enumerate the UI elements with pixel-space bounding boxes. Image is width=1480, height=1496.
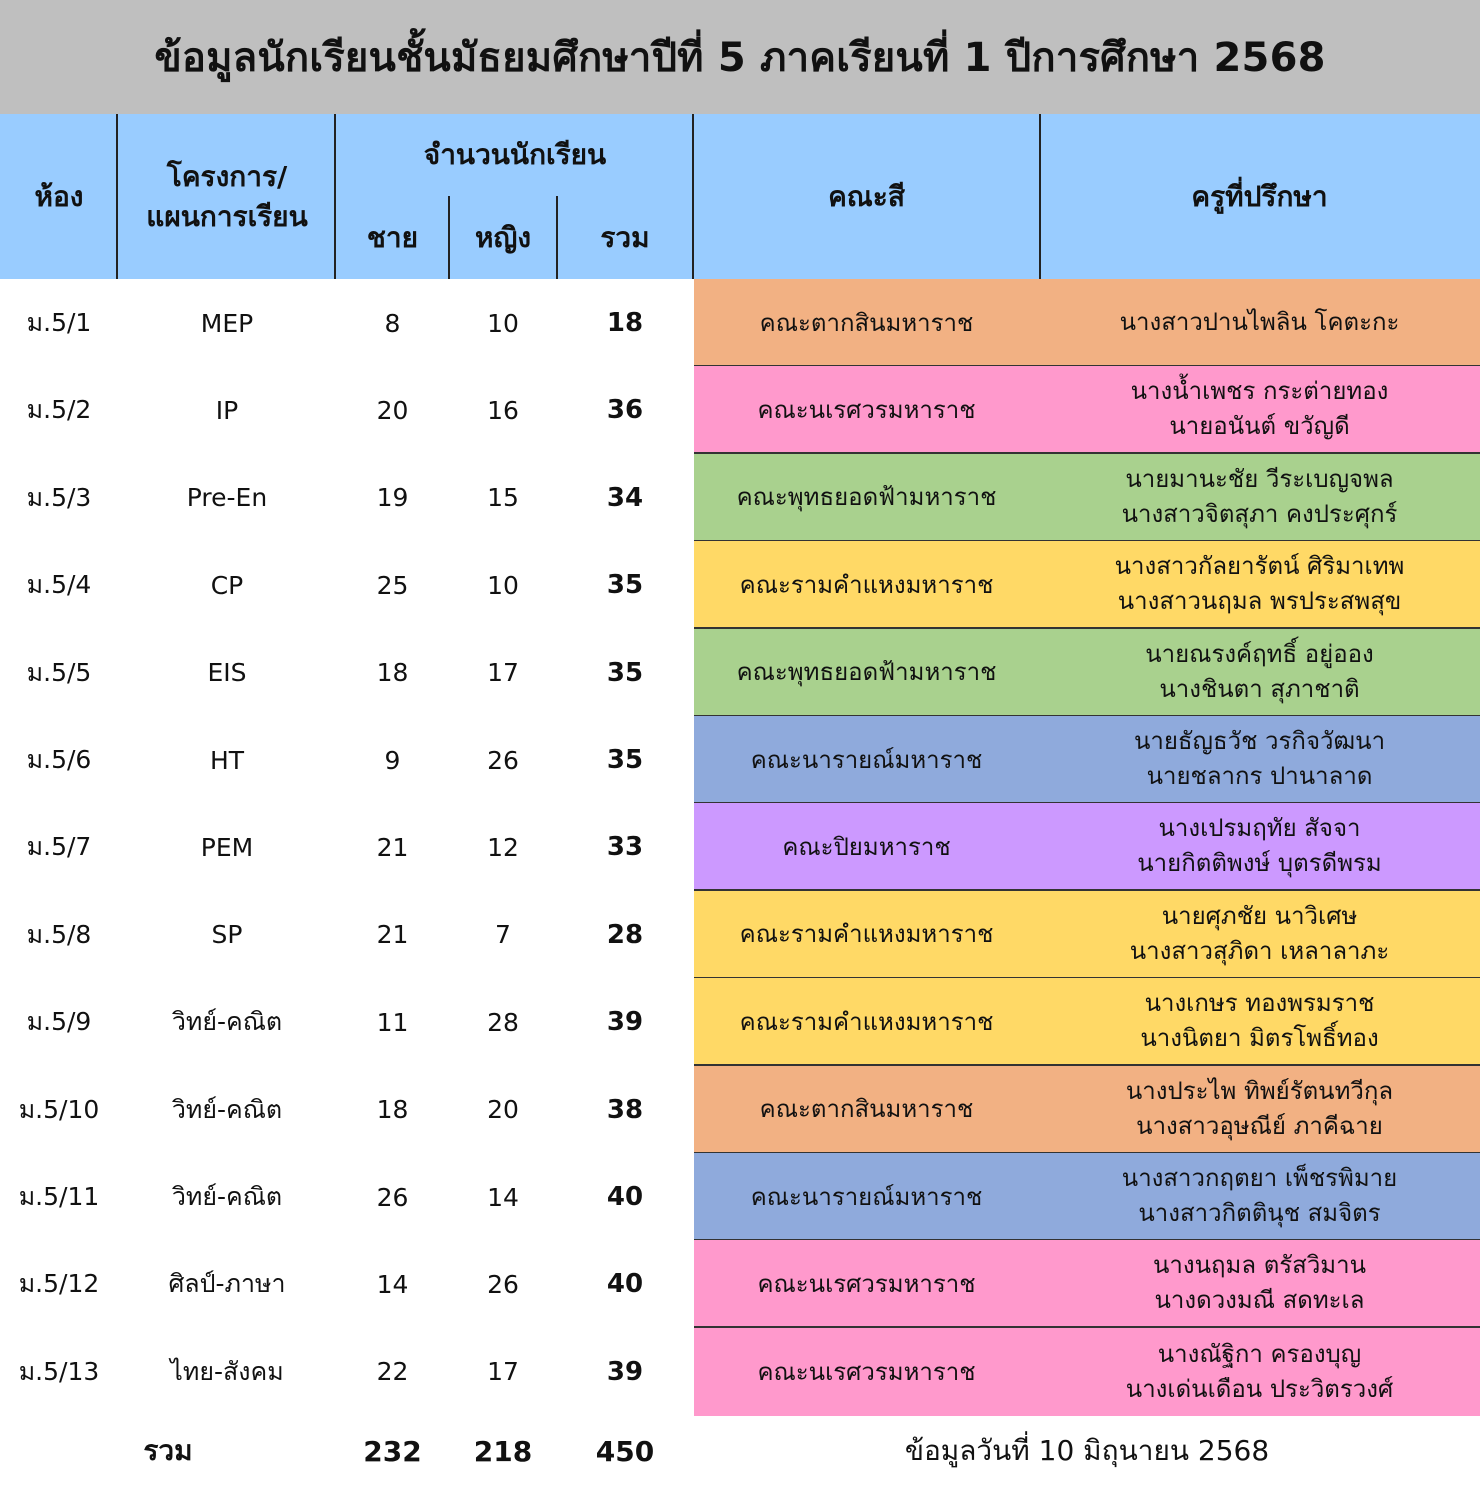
room-cell: ม.5/7 bbox=[26, 832, 92, 862]
house-cell: คณะรามคำแหงมหาราช bbox=[694, 541, 1039, 629]
table-row bbox=[0, 366, 1480, 454]
boys-cell: 21 bbox=[376, 920, 409, 950]
advisor-cell bbox=[1039, 1240, 1480, 1328]
total-cell: 39 bbox=[606, 1356, 644, 1387]
advisor-name: นางดวงมณี สดทะเล bbox=[1154, 1286, 1365, 1315]
advisor-name: นางสาวจิตสุภา คงประศุกร์ bbox=[1121, 499, 1398, 528]
girls-cell: 17 bbox=[487, 658, 519, 688]
header-program-line2: แผนการเรียน bbox=[146, 199, 308, 233]
house-cell: คณะปิยมหาราช bbox=[694, 803, 1039, 891]
advisor-cell bbox=[1039, 978, 1480, 1066]
header-divider bbox=[334, 114, 336, 279]
boys-cell: 14 bbox=[376, 1269, 409, 1299]
advisor-name: นางเปรมฤทัย สัจจา bbox=[1158, 814, 1361, 843]
room-cell: ม.5/9 bbox=[26, 1007, 92, 1037]
advisor-name: นางสาวอุษณีย์ ภาคีฉาย bbox=[1136, 1111, 1383, 1140]
advisor-name: นางสาวกัลยารัตน์ ศิริมาเทพ bbox=[1114, 552, 1405, 581]
girls-cell: 12 bbox=[487, 832, 519, 862]
program-cell: PEM bbox=[200, 832, 254, 862]
advisor-name: นางประไพ ทิพย์รัตนทวีกุล bbox=[1125, 1076, 1394, 1105]
advisor-name: นางนิตยา มิตรโพธิ์ทอง bbox=[1140, 1024, 1379, 1053]
advisor-name: นางสาวกฤตยา เพ็ชรพิมาย bbox=[1121, 1164, 1398, 1192]
boys-cell: 18 bbox=[376, 658, 409, 688]
header-total: รวม bbox=[600, 220, 650, 254]
room-cell: ม.5/13 bbox=[18, 1356, 100, 1386]
table-row bbox=[0, 1328, 1480, 1416]
house-cell: คณะนารายณ์มหาราช bbox=[694, 1153, 1039, 1241]
program-cell: CP bbox=[210, 570, 244, 600]
total-cell: 34 bbox=[606, 482, 644, 513]
house-cell: คณะนเรศวรมหาราช bbox=[694, 1240, 1039, 1328]
advisor-cell bbox=[1039, 716, 1480, 804]
boys-cell: 22 bbox=[376, 1357, 409, 1387]
total-cell: 36 bbox=[606, 395, 644, 426]
total-cell: 35 bbox=[606, 657, 644, 688]
advisor-name: นางสาวนฤมล พรประสพสุข bbox=[1117, 587, 1402, 616]
advisor-name: นายศุภชัย นาวิเศษ bbox=[1161, 901, 1358, 930]
house-cell: คณะตากสินมหาราช bbox=[694, 279, 1039, 367]
advisor-name: นายธัญธวัช วรกิจวัฒนา bbox=[1133, 727, 1386, 755]
program-cell: วิทย์-คณิต bbox=[171, 1094, 283, 1124]
table-row bbox=[0, 629, 1480, 717]
header-divider bbox=[116, 114, 118, 279]
program-cell: HT bbox=[209, 745, 245, 775]
house-cell: คณะรามคำแหงมหาราช bbox=[694, 978, 1039, 1066]
girls-cell: 10 bbox=[487, 308, 519, 338]
program-cell: EIS bbox=[207, 658, 247, 688]
girls-cell: 14 bbox=[487, 1182, 519, 1212]
header-program-line1: โครงการ/ bbox=[166, 159, 288, 193]
table-row bbox=[0, 803, 1480, 891]
girls-cell: 16 bbox=[487, 395, 519, 425]
boys-cell: 8 bbox=[384, 308, 401, 338]
boys-cell: 20 bbox=[376, 395, 409, 425]
table-row bbox=[0, 978, 1480, 1066]
advisor-name: นางสาวปานไพลิน โคตะกะ bbox=[1119, 307, 1400, 336]
girls-cell: 26 bbox=[487, 745, 519, 775]
advisor-name: นางชินตา สุภาชาติ bbox=[1159, 674, 1360, 703]
advisor-cell bbox=[1039, 803, 1480, 891]
program-cell: MEP bbox=[200, 308, 254, 338]
total-cell: 35 bbox=[606, 745, 644, 775]
advisor-name: นางสาวกิตตินุช สมจิตร bbox=[1138, 1199, 1381, 1227]
advisor-name: นางน้ำเพชร กระต่ายทอง bbox=[1130, 377, 1389, 406]
footer-boys: 232 bbox=[363, 1434, 422, 1468]
house-cell: คณะตากสินมหาราช bbox=[694, 1066, 1039, 1154]
total-cell: 40 bbox=[606, 1182, 644, 1212]
advisor-name: นายณรงค์ฤทธิ์ อยู่ออง bbox=[1145, 639, 1374, 668]
total-cell: 40 bbox=[606, 1269, 644, 1300]
house-cell: คณะนเรศวรมหาราช bbox=[694, 366, 1039, 454]
table-row bbox=[0, 1153, 1480, 1241]
footer-girls: 218 bbox=[473, 1434, 533, 1468]
advisor-name: นางนฤมล ตรัสวิมาน bbox=[1153, 1251, 1366, 1280]
advisor-cell bbox=[1039, 1153, 1480, 1241]
girls-cell: 26 bbox=[487, 1269, 519, 1299]
total-cell: 38 bbox=[606, 1094, 644, 1125]
room-cell: ม.5/11 bbox=[18, 1182, 100, 1211]
room-cell: ม.5/10 bbox=[18, 1094, 100, 1124]
advisor-name: นางเด่นเดือน ประวิตรวงศ์ bbox=[1125, 1374, 1394, 1403]
boys-cell: 26 bbox=[376, 1182, 409, 1212]
table-footer bbox=[0, 1415, 1480, 1496]
advisor-name: นายชลากร ปานาลาด bbox=[1146, 762, 1373, 790]
advisor-cell bbox=[1039, 629, 1480, 717]
boys-cell: 18 bbox=[376, 1095, 409, 1125]
girls-cell: 17 bbox=[487, 1357, 519, 1387]
girls-cell: 28 bbox=[487, 1007, 519, 1037]
girls-cell: 10 bbox=[487, 570, 519, 600]
header-divider bbox=[556, 196, 558, 279]
table-row bbox=[0, 454, 1480, 542]
program-cell: ไทย-สังคม bbox=[170, 1356, 284, 1386]
advisor-name: นางเกษร ทองพรมราช bbox=[1144, 989, 1375, 1018]
room-cell: ม.5/3 bbox=[26, 482, 92, 512]
table-row bbox=[0, 891, 1480, 979]
room-cell: ม.5/8 bbox=[26, 919, 92, 949]
advisor-cell bbox=[1039, 1328, 1480, 1416]
advisor-cell bbox=[1039, 366, 1480, 454]
boys-cell: 21 bbox=[376, 832, 409, 862]
room-cell: ม.5/4 bbox=[26, 570, 92, 600]
advisor-name: นางณัฐิกา ครองบุญ bbox=[1157, 1339, 1362, 1368]
header-room: ห้อง bbox=[34, 179, 84, 213]
room-cell: ม.5/2 bbox=[26, 395, 92, 425]
header-program bbox=[118, 114, 336, 279]
program-cell: SP bbox=[211, 920, 243, 950]
boys-cell: 9 bbox=[384, 745, 401, 775]
page-title: ข้อมูลนักเรียนชั้นมัธยมศึกษาปีที่ 5 ภาคเรียนที่ 1 ปีการศึกษา 2568 bbox=[0, 0, 1480, 114]
program-cell: วิทย์-คณิต bbox=[171, 1007, 283, 1037]
advisor-cell bbox=[1039, 541, 1480, 629]
room-cell: ม.5/12 bbox=[18, 1269, 100, 1299]
header-divider bbox=[448, 196, 450, 279]
house-cell: คณะพุทธยอดฟ้ามหาราช bbox=[694, 629, 1039, 717]
room-cell: ม.5/1 bbox=[26, 308, 92, 337]
room-cell: ม.5/6 bbox=[26, 745, 92, 774]
house-cell: คณะรามคำแหงมหาราช bbox=[694, 891, 1039, 979]
header-boys: ชาย bbox=[366, 220, 419, 254]
total-cell: 18 bbox=[606, 308, 644, 338]
house-cell: คณะนเรศวรมหาราช bbox=[694, 1328, 1039, 1416]
advisor-cell bbox=[1039, 891, 1480, 979]
header-divider bbox=[1039, 114, 1041, 279]
table-row bbox=[0, 541, 1480, 629]
header-divider bbox=[692, 114, 694, 279]
header-house: คณะสี bbox=[828, 179, 905, 213]
table-row bbox=[0, 279, 1480, 367]
table-header bbox=[0, 114, 1480, 279]
total-cell: 35 bbox=[606, 570, 644, 601]
room-cell: ม.5/5 bbox=[26, 657, 92, 687]
total-cell: 33 bbox=[606, 832, 644, 863]
table-row bbox=[0, 1066, 1480, 1154]
boys-cell: 19 bbox=[376, 483, 409, 513]
girls-cell: 20 bbox=[487, 1095, 519, 1125]
advisor-name: นายกิตติพงษ์ บุตรดีพรม bbox=[1137, 849, 1382, 878]
program-cell: ศิลป์-ภาษา bbox=[168, 1269, 286, 1299]
total-cell: 28 bbox=[606, 919, 644, 950]
boys-cell: 11 bbox=[376, 1007, 409, 1037]
program-cell: IP bbox=[215, 395, 239, 425]
total-cell: 39 bbox=[606, 1007, 644, 1038]
girls-cell: 7 bbox=[495, 920, 511, 950]
data-date-note: ข้อมูลวันที่ 10 มิถุนายน 2568 bbox=[904, 1434, 1270, 1467]
advisor-cell bbox=[1039, 454, 1480, 542]
advisor-name: นายมานะชัย วีระเบญจพล bbox=[1125, 464, 1394, 493]
advisor-cell bbox=[1039, 1066, 1480, 1154]
house-cell: คณะพุทธยอดฟ้ามหาราช bbox=[694, 454, 1039, 542]
advisor-name: นายอนันต์ ขวัญดี bbox=[1169, 412, 1350, 441]
house-cell: คณะนารายณ์มหาราช bbox=[694, 716, 1039, 804]
footer-label: รวม bbox=[143, 1434, 193, 1467]
program-cell: Pre-En bbox=[186, 483, 268, 513]
footer-total: 450 bbox=[595, 1434, 655, 1468]
table-row bbox=[0, 716, 1480, 804]
header-advisor: ครูที่ปรึกษา bbox=[1191, 179, 1328, 213]
advisor-cell bbox=[1039, 279, 1480, 367]
table-row bbox=[0, 1240, 1480, 1328]
program-cell: วิทย์-คณิต bbox=[171, 1182, 283, 1211]
advisor-name: นางสาวสุภิดา เหลาลาภะ bbox=[1129, 936, 1390, 965]
header-students: จำนวนนักเรียน bbox=[423, 138, 607, 171]
girls-cell: 15 bbox=[487, 483, 519, 513]
header-girls: หญิง bbox=[475, 220, 531, 254]
boys-cell: 25 bbox=[376, 570, 409, 600]
